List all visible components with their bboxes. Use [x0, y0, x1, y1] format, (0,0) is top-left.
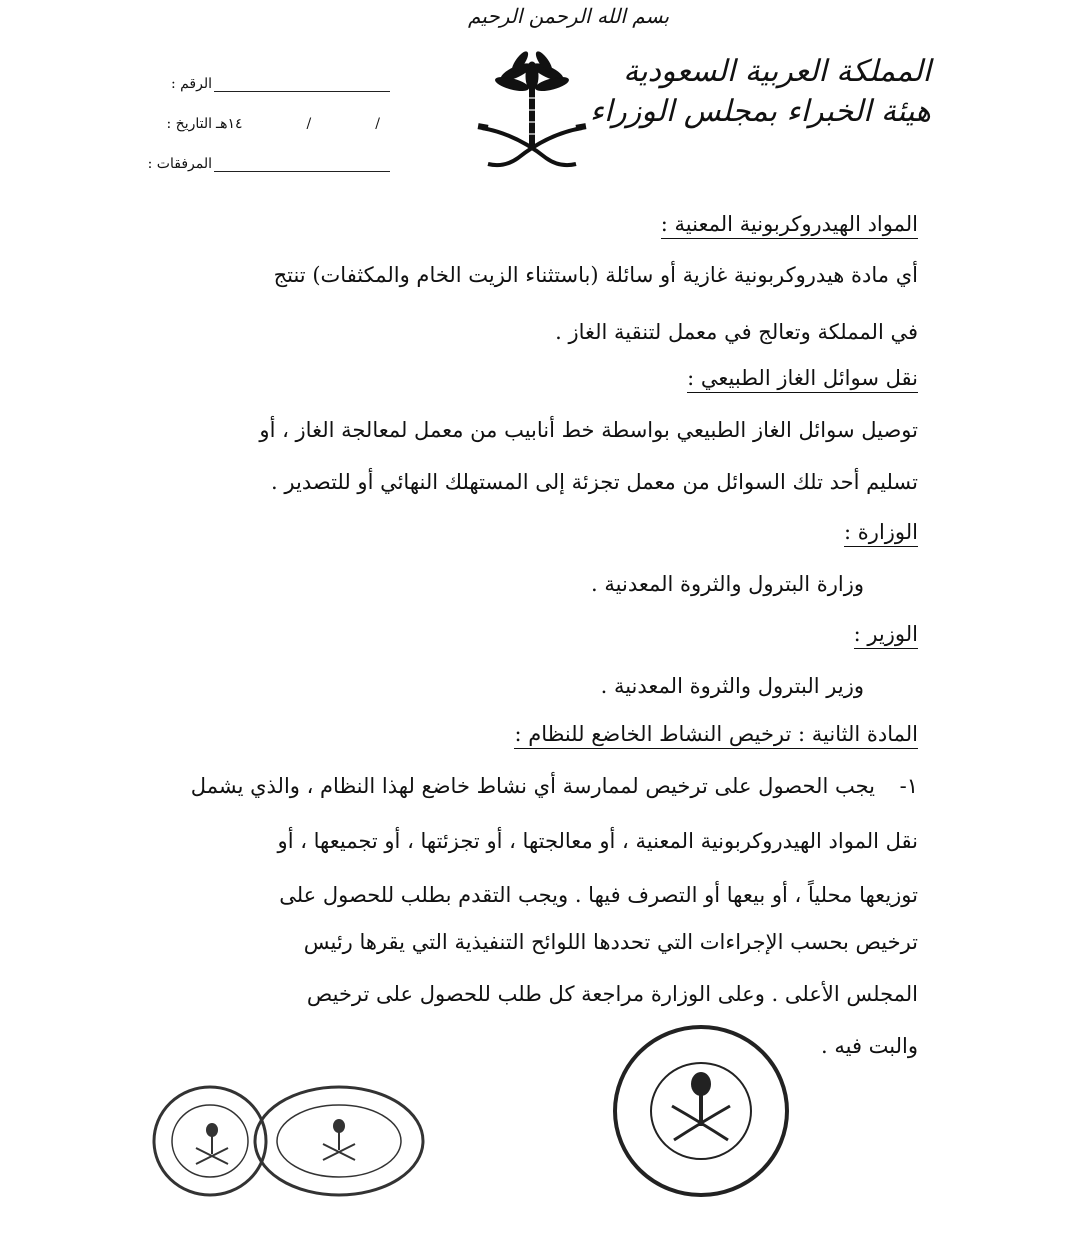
paragraph-line: وزارة البترول والثروة المعدنية .	[591, 572, 864, 596]
paragraph-line: نقل المواد الهيدروكربونية المعنية ، أو معالجتها ، أو تجزئتها ، أو تجميعها ، أو	[277, 829, 918, 853]
item-number: ١-	[899, 774, 918, 798]
section-heading: المواد الهيدروكربونية المعنية :	[661, 212, 918, 236]
date-value	[212, 116, 390, 132]
paragraph-line: ترخيص بحسب الإجراءات التي تحددها اللوائح التنفيذية التي يقرها رئيس	[303, 930, 918, 954]
organization-name	[589, 52, 931, 132]
agency-name: هيئة الخبراء بمجلس الوزراء	[589, 94, 931, 129]
date-hijri-suffix: ١٤هـ	[216, 116, 243, 132]
paragraph-line: في المملكة وتعالج في معمل لتنقية الغاز .	[555, 320, 918, 344]
paragraph-line: تسليم أحد تلك السوائل من معمل تجزئة إلى المستهلك النهائي أو للتصدير .	[271, 470, 918, 494]
paragraph-line: يجب الحصول على ترخيص لممارسة أي نشاط خاضع لهذا النظام ، والذي يشمل	[190, 774, 875, 798]
date-row	[140, 92, 390, 132]
paragraph-line: والبت فيه .	[821, 1034, 918, 1058]
paragraph-line: وزير البترول والثروة المعدنية .	[600, 674, 864, 698]
attachments-line	[214, 161, 390, 172]
attachments-row	[140, 132, 390, 172]
date-separator: /	[375, 116, 380, 132]
paragraph-line: توزيعها محلياً ، أو بيعها أو التصرف فيها . ويجب التقدم بطلب للحصول على	[279, 883, 918, 907]
round-office-stamp	[610, 1022, 792, 1200]
reference-number-label: الرقم :	[170, 76, 212, 92]
article-heading: المادة الثانية : ترخيص النشاط الخاضع للنظام :	[514, 722, 918, 746]
reference-number-line	[214, 81, 390, 92]
date-label: التاريخ :	[166, 116, 212, 132]
basmala: بسم الله الرحمن الرحيم	[468, 4, 670, 28]
reference-block	[140, 52, 390, 172]
section-heading: الوزارة :	[844, 520, 918, 544]
country-name: المملكة العربية السعودية	[623, 54, 931, 89]
paragraph-line: توصيل سوائل الغاز الطبيعي بواسطة خط أنابيب من معمل لمعالجة الغاز ، أو	[259, 418, 918, 442]
saudi-emblem-icon	[476, 46, 588, 178]
attachments-label: المرفقات :	[147, 156, 212, 172]
paragraph-line: أي مادة هيدروكربونية غازية أو سائلة (باستثناء الزيت الخام والمكثفات) تنتج	[273, 263, 918, 287]
date-separator: /	[306, 116, 312, 132]
paragraph-line: المجلس الأعلى . وعلى الوزارة مراجعة كل طلب للحصول على ترخيص	[306, 982, 918, 1006]
section-heading: الوزير :	[854, 622, 918, 646]
oval-agency-stamp	[250, 1082, 428, 1200]
reference-number-row	[140, 52, 390, 92]
section-heading: نقل سوائل الغاز الطبيعي :	[687, 366, 918, 390]
